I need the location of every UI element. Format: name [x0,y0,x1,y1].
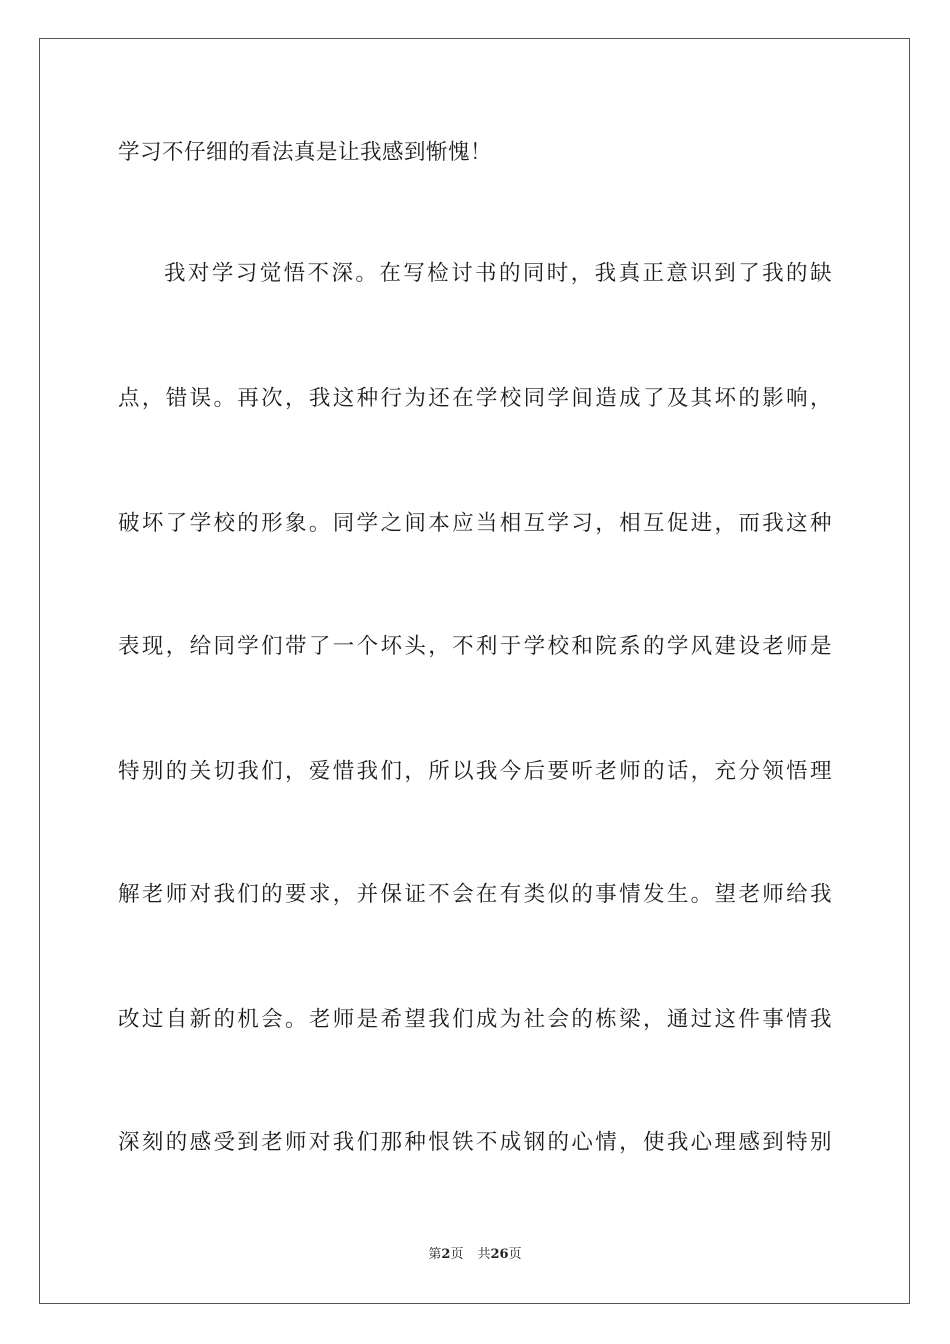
page-prefix: 第 [428,1247,442,1262]
page-border [39,38,910,1304]
text-line-7: 解老师对我们的要求，并保证不会在有类似的事情发生。望老师给我 [118,882,832,907]
page-suffix: 页 [450,1247,464,1262]
text-line-9: 深刻的感受到老师对我们那种恨铁不成钢的心情，使我心理感到特别 [118,1130,832,1155]
text-line-6: 特别的关切我们，爱惜我们，所以我今后要听老师的话，充分领悟理 [118,759,832,784]
text-line-1: 学习不仔细的看法真是让我感到惭愧！ [118,140,493,165]
total-pages: 26 [490,1247,509,1262]
total-suffix: 页 [508,1247,522,1262]
paragraph-first-line: 我对学习觉悟不深。在写检讨书的同时，我真正意识到了我的缺 [164,261,832,286]
page-number: 2 [441,1247,451,1262]
text-line-5: 表现，给同学们带了一个坏头，不利于学校和院系的学风建设老师是 [118,634,832,659]
text-line-3: 点，错误。再次，我这种行为还在学校同学间造成了及其坏的影响， [118,386,832,411]
page-footer [0,1246,950,1264]
text-line-4: 破坏了学校的形象。同学之间本应当相互学习，相互促进，而我这种 [118,511,832,536]
total-prefix: 共 [477,1247,491,1262]
text-line-8: 改过自新的机会。老师是希望我们成为社会的栋梁，通过这件事情我 [118,1007,832,1032]
